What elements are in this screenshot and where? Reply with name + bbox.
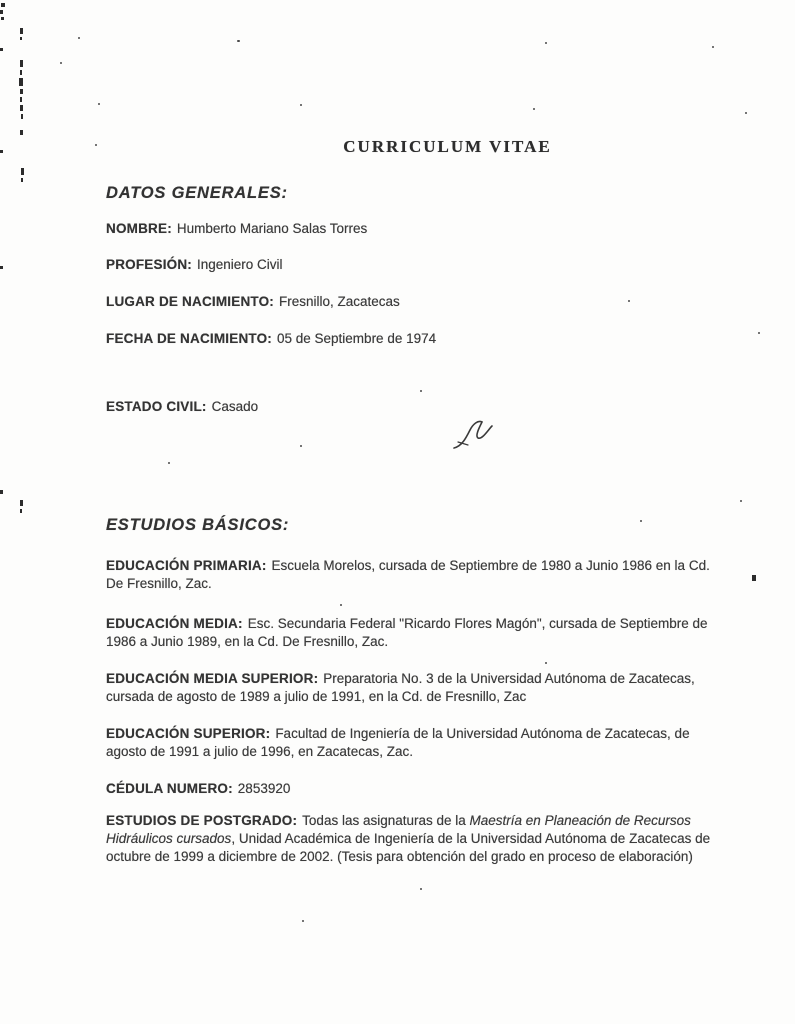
field-nombre: [106, 220, 722, 238]
entry-text-suffix: , Unidad Académica de Ingeniería de la Universidad Autónoma de Zacatecas de octubre de 1999 a diciembre de 2002. (Tesis para obtención del grado en proceso de elaboración): [106, 831, 711, 864]
field-fecha-nacimiento: [106, 330, 722, 348]
entry-label: EDUCACIÓN PRIMARIA:: [106, 558, 267, 573]
entry-text: Preparatoria No. 3 de la Universidad Autónoma de Zacatecas, cursada de agosto de 1989 a julio de 1991, en la Cd. de Fresnillo, Zac: [106, 671, 695, 704]
entry-text: Facultad de Ingeniería de la Universidad Autónoma de Zacatecas, de agosto de 1991 a julio de 1996, en Zacatecas, Zac.: [106, 726, 690, 759]
entry-text: Esc. Secundaria Federal "Ricardo Flores Magón", cursada de Septiembre de 1986 a Junio 1989, en la Cd. De Fresnillo, Zac.: [106, 616, 708, 649]
entry-label: EDUCACIÓN MEDIA SUPERIOR:: [106, 671, 319, 686]
section-heading-datos-generales: DATOS GENERALES:: [106, 184, 288, 202]
field-profesion: [106, 256, 722, 274]
field-value: 05 de Septiembre de 1974: [277, 331, 437, 346]
entry-text-italic: Maestría en Planeación de Recursos Hidráulicos cursados: [106, 813, 691, 846]
field-label: FECHA DE NACIMIENTO:: [106, 331, 272, 346]
field-label: PROFESIÓN:: [106, 257, 193, 272]
field-value: Humberto Mariano Salas Torres: [176, 221, 368, 236]
field-label: NOMBRE:: [106, 221, 172, 236]
field-lugar-nacimiento: [106, 293, 722, 311]
entry-text: 2853920: [237, 781, 291, 796]
entry-label: ESTUDIOS DE POSTGRADO:: [106, 813, 298, 828]
entry-educacion-media: [106, 615, 722, 651]
field-value: Fresnillo, Zacatecas: [279, 294, 400, 309]
entry-educacion-media-superior: [106, 670, 722, 706]
entry-estudios-postgrado: [106, 812, 722, 866]
entry-text-prefix: Todas las asignaturas de la: [302, 813, 470, 828]
page-title: CURRICULUM VITAE: [343, 137, 552, 156]
entry-educacion-superior: [106, 725, 722, 761]
field-label: LUGAR DE NACIMIENTO:: [106, 294, 274, 309]
entry-educacion-primaria: [106, 557, 722, 593]
section-heading-estudios-basicos: ESTUDIOS BÁSICOS:: [106, 516, 290, 534]
entry-text: Escuela Morelos, cursada de Septiembre de 1980 a Junio 1986 en la Cd. De Fresnillo, Zac.: [106, 558, 710, 591]
entry-label: EDUCACIÓN SUPERIOR:: [106, 726, 271, 741]
pen-squiggle-mark: [448, 412, 500, 454]
field-label: ESTADO CIVIL:: [106, 399, 207, 414]
field-value: Casado: [211, 399, 259, 414]
entry-label: EDUCACIÓN MEDIA:: [106, 616, 243, 631]
field-value: Ingeniero Civil: [197, 257, 283, 272]
entry-cedula-numero: [106, 780, 722, 798]
entry-label: CÉDULA NUMERO:: [106, 781, 233, 796]
field-estado-civil: [106, 398, 722, 416]
